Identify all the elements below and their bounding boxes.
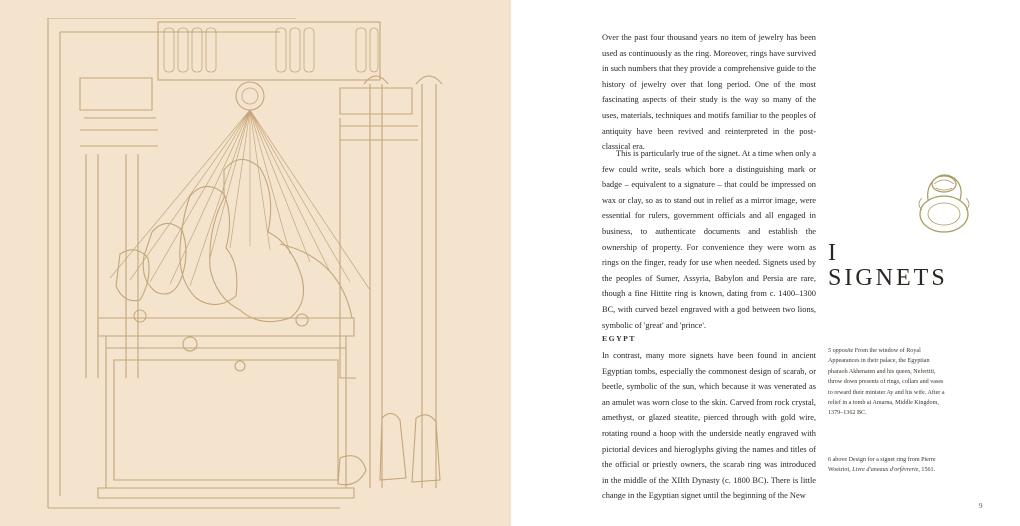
caption-text: Design for a signet ring from Pierre Woeiriot, <box>828 457 936 474</box>
egyptian-relief-illustration <box>40 18 472 514</box>
body-paragraph-1 <box>602 30 816 155</box>
paragraph-text: In contrast, many more signets have been found in ancient Egyptian tombs, especially the commonest design of scarab, or beetle, symbolic of the sun, which because it was venerated as an amulet was worn close to the skin. Carved from rock crystal, amethyst, or glazed steatite, pierced through with gold wire, rotating round a hoop with the underside neatly engraved with pictorial devices and hieroglyphs giving the names and titles of the official or priestly owners, the scarab ring was introduced in the middle of the XIIth Dynasty (c. 1800 BC). There is little change in the Egyptian signet until the beginning of the New <box>602 351 816 501</box>
page-number: 9 <box>979 502 983 510</box>
paragraph-text: Over the past four thousand years no item of jewelry has been used as continuously as the ring. Moreover, rings have survived in such numbers that they provide a comprehensive guide to the history of jewelry over that long period. One of the most fascinating aspects of their study is the way so many of the uses, materials, techniques and motifs familiar to the peoples of antiquity have been revived and reinterpreted in the post-classical era. <box>602 33 816 152</box>
body-paragraph-3 <box>602 348 816 504</box>
chapter-number: I <box>828 240 839 266</box>
chapter-title: SIGNETS <box>828 265 948 291</box>
right-page <box>512 0 1020 526</box>
signet-ring-icon <box>914 166 976 236</box>
body-paragraph-2 <box>602 146 816 333</box>
paragraph-text: This is particularly true of the signet. At a time when only a few could write, seals which bore a distinguishing mark or badge – equivalent to a signature – that could be impressed on wax or clay, so as to stand out in relief as a mirror image, were essential for rulers, government officials and all engaged in business, to authenticate documents and establish the ownership of property. For convenience they were worn as rings on the finger, ready for use when needed. Signets used by the peoples of Sumer, Assyria, Babylon and Persia are rare, though a fine Hittite ring is known, dating from c. 1400–1300 BC, with curved bezel engraved with a god between two lions, symbolic of 'great' and 'prince'. <box>602 149 816 330</box>
caption-reference: 5 opposite <box>828 348 854 354</box>
chapter-heading <box>828 240 948 292</box>
caption-text: From the window of Royal Appearances in their palace, the Egyptian pharaoh Akhenaten and his queen, Nefertiti, throw down presents of rings, collars and vases to reward their minister Ay and his wife. After a relief in a tomb at Amarna, Middle Kingdom, 1379–1362 BC. <box>828 348 945 417</box>
caption-2 <box>828 455 946 476</box>
section-subheading: EGYPT <box>602 334 636 343</box>
caption-1 <box>828 346 946 419</box>
caption-book-title: Livre d'aneaux d'orfèvrerie <box>852 467 919 474</box>
caption-year: , 1561. <box>918 467 936 474</box>
caption-reference: 6 above <box>828 457 848 463</box>
